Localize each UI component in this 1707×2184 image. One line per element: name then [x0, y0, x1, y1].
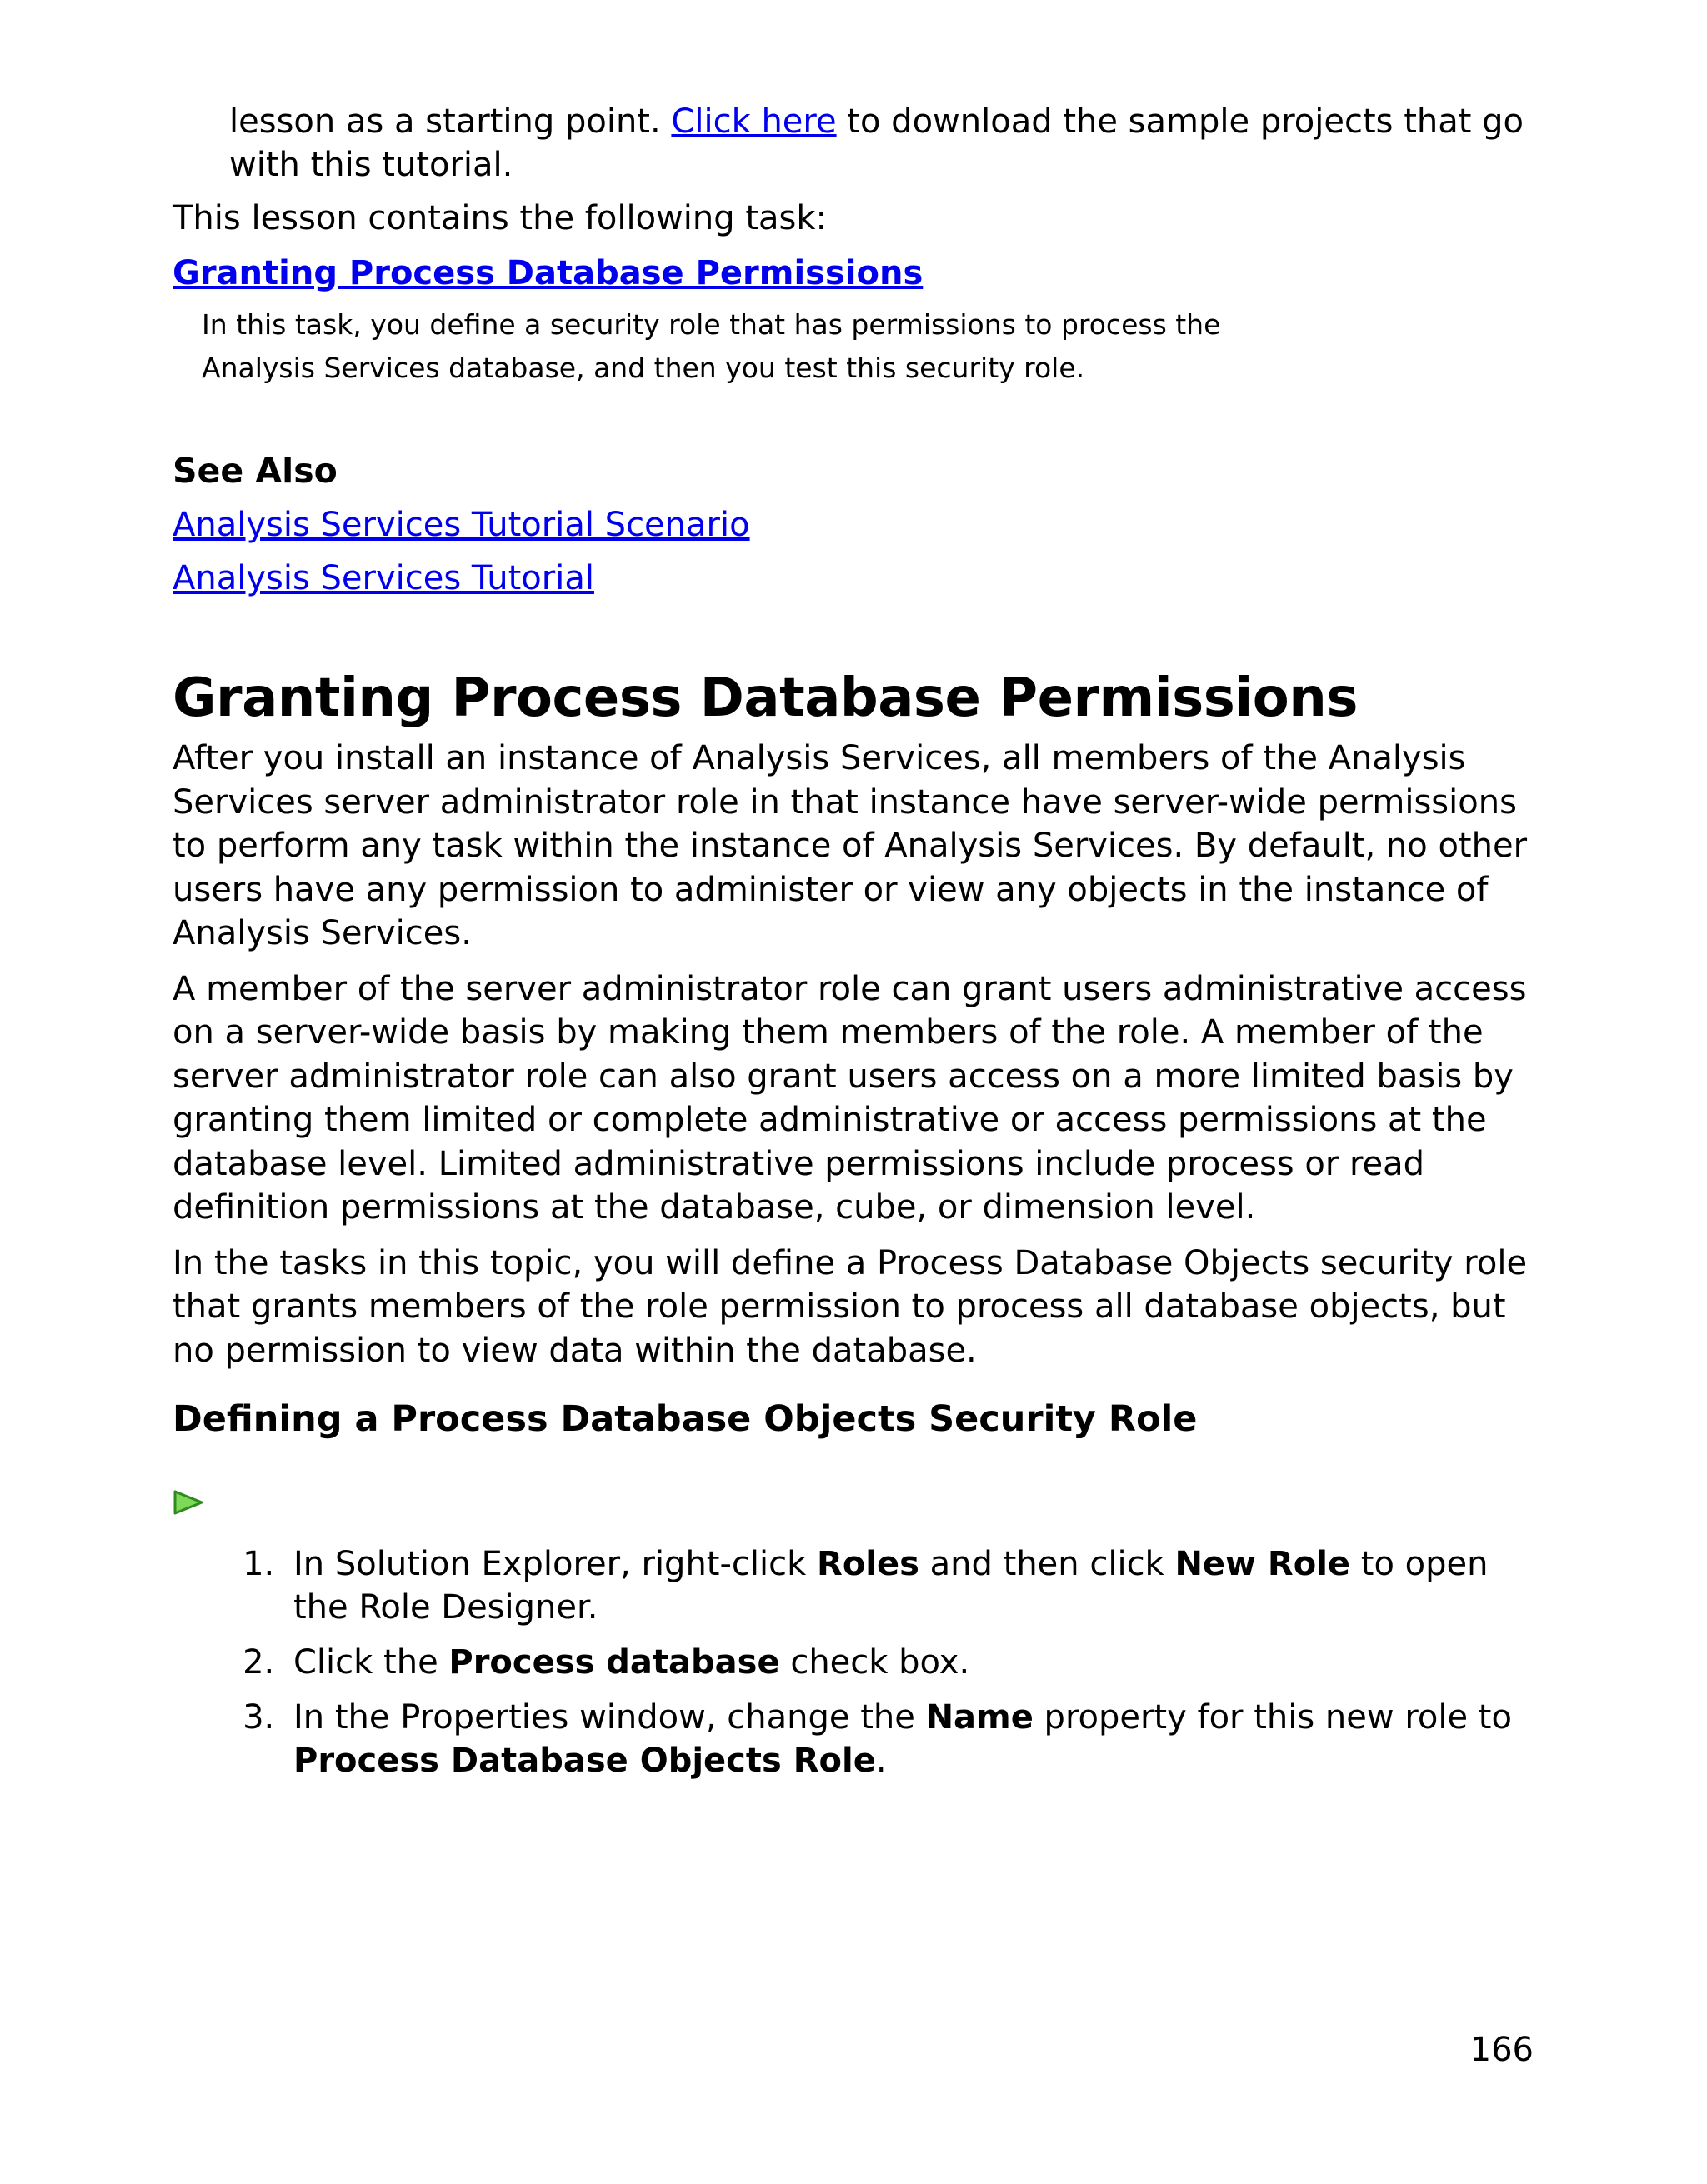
step-ui-term: Process Database Objects Role: [293, 1742, 876, 1780]
download-samples-link[interactable]: Click here: [671, 102, 837, 141]
intro-text-before: lesson as a starting point.: [229, 102, 672, 141]
section-paragraph: A member of the server administrator role can grant users administrative access on a server-wide basis by making them members of the role. A member of the server administrator role can also grant users access on a more limited basis by granting them limited or complete administrative or access permissions at the database level. Limited administrative permissions include process or read definition permissions at the database, cube, or dimension level.: [173, 969, 1527, 1227]
section-title: Granting Process Database Permissions: [173, 667, 1358, 729]
task-description: In this task, you define a security role that has permissions to process the Analysis Services database, and then you test this security role.: [202, 308, 1221, 384]
page-number: 166: [1469, 2031, 1534, 2069]
step-ui-term: New Role: [1174, 1545, 1351, 1583]
procedure-heading: Defining a Process Database Objects Security Role: [173, 1398, 1198, 1440]
procedure-step: [285, 1641, 1539, 1684]
step-ui-term: Name: [925, 1698, 1034, 1737]
procedure-step: [285, 1542, 1539, 1629]
step-text: property for this new role to: [1033, 1698, 1512, 1737]
see-also-heading: See Also: [173, 451, 338, 491]
step-text: check box.: [779, 1643, 970, 1682]
procedure-step: [285, 1696, 1539, 1782]
see-also-link-tutorial-scenario[interactable]: Analysis Services Tutorial Scenario: [173, 506, 750, 544]
step-text: In the Properties window, change the: [293, 1698, 926, 1737]
procedure-arrow-icon: [173, 1489, 204, 1516]
document-page: [173, 100, 1539, 1794]
step-text: In Solution Explorer, right-click: [293, 1545, 818, 1583]
step-text: to open the Role Designer.: [293, 1545, 1489, 1627]
intro-text-after: to download the sample projects that go with this tutorial.: [229, 102, 1524, 184]
step-text: and then click: [919, 1545, 1175, 1583]
step-text: Click the: [293, 1643, 449, 1682]
see-also-link-tutorial[interactable]: Analysis Services Tutorial: [173, 559, 594, 597]
section-paragraph: After you install an instance of Analysis Services, all members of the Analysis Services server administrator role in that instance have server-wide permissions to perform any task within the instance of Analysis Services. By default, no other users have any permission to administer or view any objects in the instance of Analysis Services.: [173, 739, 1528, 952]
step-text: .: [875, 1742, 887, 1780]
step-ui-term: Roles: [817, 1545, 919, 1583]
task-link-granting-permissions[interactable]: Granting Process Database Permissions: [173, 254, 924, 292]
section-paragraph: In the tasks in this topic, you will define a Process Database Objects security role that grants members of the role permission to process all database objects, but no permission to view data within the database.: [173, 1243, 1528, 1370]
intro-paragraph: [229, 100, 1539, 187]
procedure-steps: [173, 1542, 1539, 1782]
step-ui-term: Process database: [448, 1643, 780, 1682]
lesson-tasks-intro: This lesson contains the following task:: [173, 199, 827, 237]
